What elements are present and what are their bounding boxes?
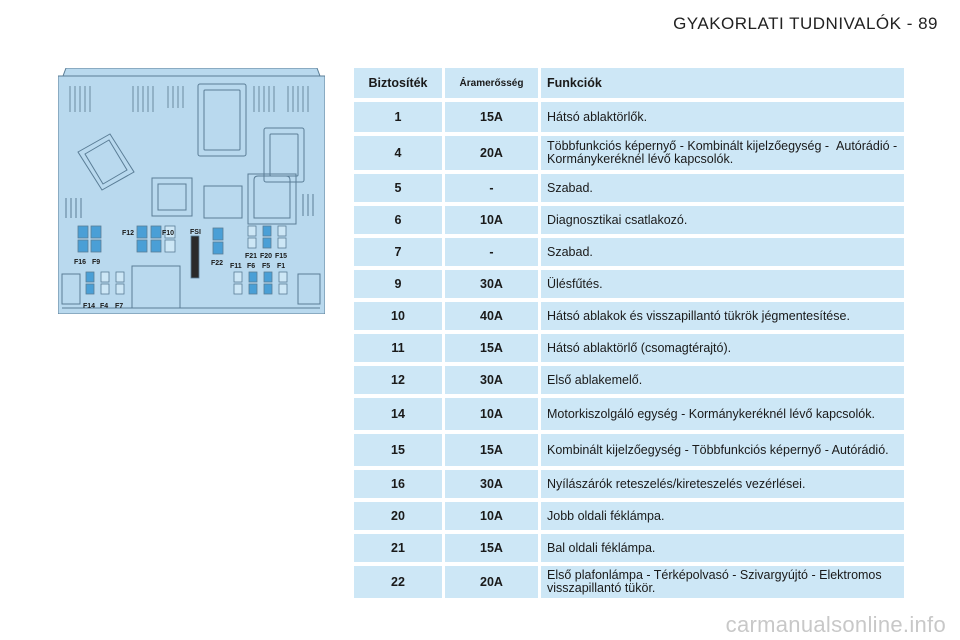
fuse-number: 16 [354, 470, 442, 498]
fuse-number: 14 [354, 398, 442, 430]
fuse-number: 20 [354, 502, 442, 530]
fuse-function: Motorkiszolgáló egység - Kormánykeréknél lévő kapcsolók. [541, 398, 904, 430]
header-functions: Funkciók [541, 68, 904, 98]
page-title: GYAKORLATI TUDNIVALÓK - 89 [673, 14, 938, 33]
fuse-function: Első plafonlámpa - Térképolvasó - Szivargyújtó - Elektromos visszapillantó tükör. [541, 566, 904, 598]
table-row [354, 270, 904, 298]
table-row [354, 302, 904, 330]
fuse-number: 6 [354, 206, 442, 234]
label-f7: F7 [115, 303, 124, 310]
fuse-amperage: - [445, 238, 538, 266]
table-row [354, 534, 904, 562]
fuse-amperage: 20A [445, 136, 538, 170]
table-row [354, 238, 904, 266]
fuse-function: Hátsó ablakok és visszapillantó tükrök jégmentesítése. [541, 302, 904, 330]
fuse-amperage: 15A [445, 434, 538, 466]
table-row [354, 470, 904, 498]
fuse-amperage: 30A [445, 366, 538, 394]
fuse-number: 9 [354, 270, 442, 298]
watermark: carmanualsonline.info [725, 612, 946, 637]
fuse-function: Jobb oldali féklámpa. [541, 502, 904, 530]
fuse-number: 4 [354, 136, 442, 170]
label-f21: F21 [245, 253, 258, 260]
fuse-number: 5 [354, 174, 442, 202]
fuse-function: Szabad. [541, 238, 904, 266]
fuse-function: Hátsó ablaktörlők. [541, 102, 904, 132]
label-f20: F20 [260, 253, 273, 260]
fuse-function: Kombinált kijelzőegység - Többfunkciós képernyő - Autórádió. [541, 434, 904, 466]
label-f12: F12 [122, 230, 135, 237]
fuse-box-diagram [58, 68, 325, 314]
fuse-function: Első ablakemelő. [541, 366, 904, 394]
table-row [354, 434, 904, 466]
fuse-amperage: 10A [445, 206, 538, 234]
fuse-number: 10 [354, 302, 442, 330]
label-f10: F10 [162, 230, 175, 237]
table-row [354, 334, 904, 362]
header-current: Áramerősség [445, 68, 538, 98]
table-header [354, 68, 904, 98]
fuse-function: Hátsó ablaktörlő (csomagtérajtó). [541, 334, 904, 362]
table-row [354, 174, 904, 202]
fuse-amperage: 15A [445, 334, 538, 362]
fuse-amperage: 40A [445, 302, 538, 330]
fuse-function: Többfunkciós képernyő - Kombinált kijelzőegység - Autórádió - Kormánykeréknél lévő kapcsolók. [541, 136, 904, 170]
fuse-number: 15 [354, 434, 442, 466]
label-f14: F14 [83, 303, 96, 310]
fuse-number: 1 [354, 102, 442, 132]
fuse-amperage: 10A [445, 398, 538, 430]
table-row [354, 566, 904, 598]
fuse-function: Szabad. [541, 174, 904, 202]
label-f6: F6 [247, 263, 256, 270]
fuse-number: 11 [354, 334, 442, 362]
label-f22: F22 [211, 260, 224, 267]
fuse-amperage: 20A [445, 566, 538, 598]
fuse-number: 7 [354, 238, 442, 266]
label-f1: F1 [277, 263, 286, 270]
table-row [354, 366, 904, 394]
table-row [354, 102, 904, 132]
table-row [354, 206, 904, 234]
fuse-number: 21 [354, 534, 442, 562]
header-fuse: Biztosíték [354, 68, 442, 98]
label-f11: F11 [230, 263, 242, 270]
fuse-number: 12 [354, 366, 442, 394]
label-f9: F9 [92, 259, 101, 266]
label-fsi: FSI [190, 229, 201, 236]
table-row [354, 136, 904, 170]
fuse-number: 22 [354, 566, 442, 598]
fuse-function: Ülésfűtés. [541, 270, 904, 298]
fuse-amperage: 15A [445, 102, 538, 132]
label-f15: F15 [275, 253, 288, 260]
fuse-function: Diagnosztikai csatlakozó. [541, 206, 904, 234]
label-f16: F16 [74, 259, 87, 266]
fuse-amperage: 30A [445, 470, 538, 498]
table-row [354, 502, 904, 530]
label-f5: F5 [262, 263, 271, 270]
table-row [354, 398, 904, 430]
fuse-function: Bal oldali féklámpa. [541, 534, 904, 562]
fuse-amperage: - [445, 174, 538, 202]
fuse-amperage: 15A [445, 534, 538, 562]
fuse-table [354, 68, 904, 602]
fuse-amperage: 30A [445, 270, 538, 298]
label-f4: F4 [100, 303, 109, 310]
fuse-amperage: 10A [445, 502, 538, 530]
fuse-function: Nyílászárók reteszelés/kireteszelés vezérlései. [541, 470, 904, 498]
